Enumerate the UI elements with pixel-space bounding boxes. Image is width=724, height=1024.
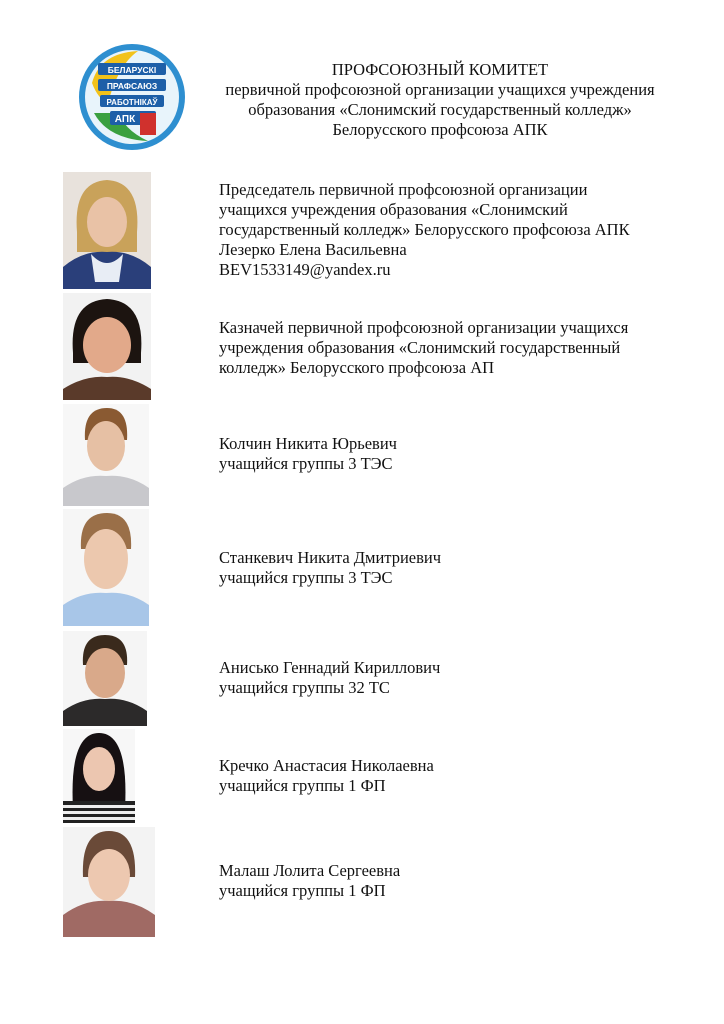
member-student <box>0 631 724 729</box>
member-chair <box>0 172 724 292</box>
logo-text-line: РАБОТНІКАЎ <box>106 98 158 107</box>
member-photo <box>63 631 147 726</box>
member-photo <box>63 729 135 823</box>
member-photo <box>63 404 149 506</box>
logo-text-line: БЕЛАРУСКІ <box>107 65 157 75</box>
member-info <box>219 658 679 698</box>
member-group: учащийся группы 1 ФП <box>219 776 386 795</box>
member-email[interactable]: BEV1533149@yandex.ru <box>219 260 391 279</box>
header <box>0 0 724 160</box>
member-student <box>0 509 724 629</box>
member-name: Анисько Геннадий Кириллович <box>219 658 441 677</box>
member-name: Кречко Анастасия Николаевна <box>219 756 434 775</box>
member-info <box>219 318 679 378</box>
member-name: Станкевич Никита Дмитриевич <box>219 548 442 567</box>
member-info <box>219 180 679 280</box>
committee-title <box>190 60 690 140</box>
member-name: Лезерко Елена Васильевна <box>219 240 407 259</box>
member-photo <box>63 293 151 400</box>
member-photo <box>63 172 151 289</box>
member-student <box>0 827 724 939</box>
logo-text-line: ПРАФСАЮЗ <box>106 81 158 91</box>
member-info <box>219 861 679 901</box>
member-group: учащийся группы 3 ТЭС <box>219 454 393 473</box>
member-group: учащийся группы 3 ТЭС <box>219 568 393 587</box>
union-logo <box>78 43 186 151</box>
member-group: учащийся группы 1 ФП <box>219 881 386 900</box>
committee-title-line: ПРОФСОЮЗНЫЙ КОМИТЕТ <box>331 60 549 79</box>
committee-title-line: образования «Слонимский государственный колледж» <box>248 100 632 119</box>
member-photo <box>63 827 155 937</box>
member-name: Малаш Лолита Сергеевна <box>219 861 401 880</box>
member-info <box>219 434 679 474</box>
committee-title-line: Белорусского профсоюза АПК <box>332 120 548 139</box>
member-info-line: государственный колледж» Белорусского профсоюза АПК <box>219 220 630 239</box>
member-name: Колчин Никита Юрьевич <box>219 434 397 453</box>
logo-text-line: АПК <box>114 114 136 125</box>
committee-title-line: первичной профсоюзной организации учащихся учреждения <box>225 80 655 99</box>
member-info <box>219 548 679 588</box>
member-photo <box>63 509 149 626</box>
member-treasurer <box>0 293 724 403</box>
member-info-line: учащихся учреждения образования «Слонимский <box>219 200 568 219</box>
member-info-line: колледж» Белорусского профсоюза АП <box>219 358 495 377</box>
member-group: учащийся группы 32 ТС <box>219 678 390 697</box>
member-info <box>219 756 679 796</box>
member-info-line: Казначей первичной профсоюзной организации учащихся <box>219 318 629 337</box>
member-student <box>0 404 724 508</box>
member-info-line: учреждения образования «Слонимский государственный <box>219 338 621 357</box>
member-student <box>0 729 724 827</box>
member-info-line: Председатель первичной профсоюзной организации <box>219 180 588 199</box>
